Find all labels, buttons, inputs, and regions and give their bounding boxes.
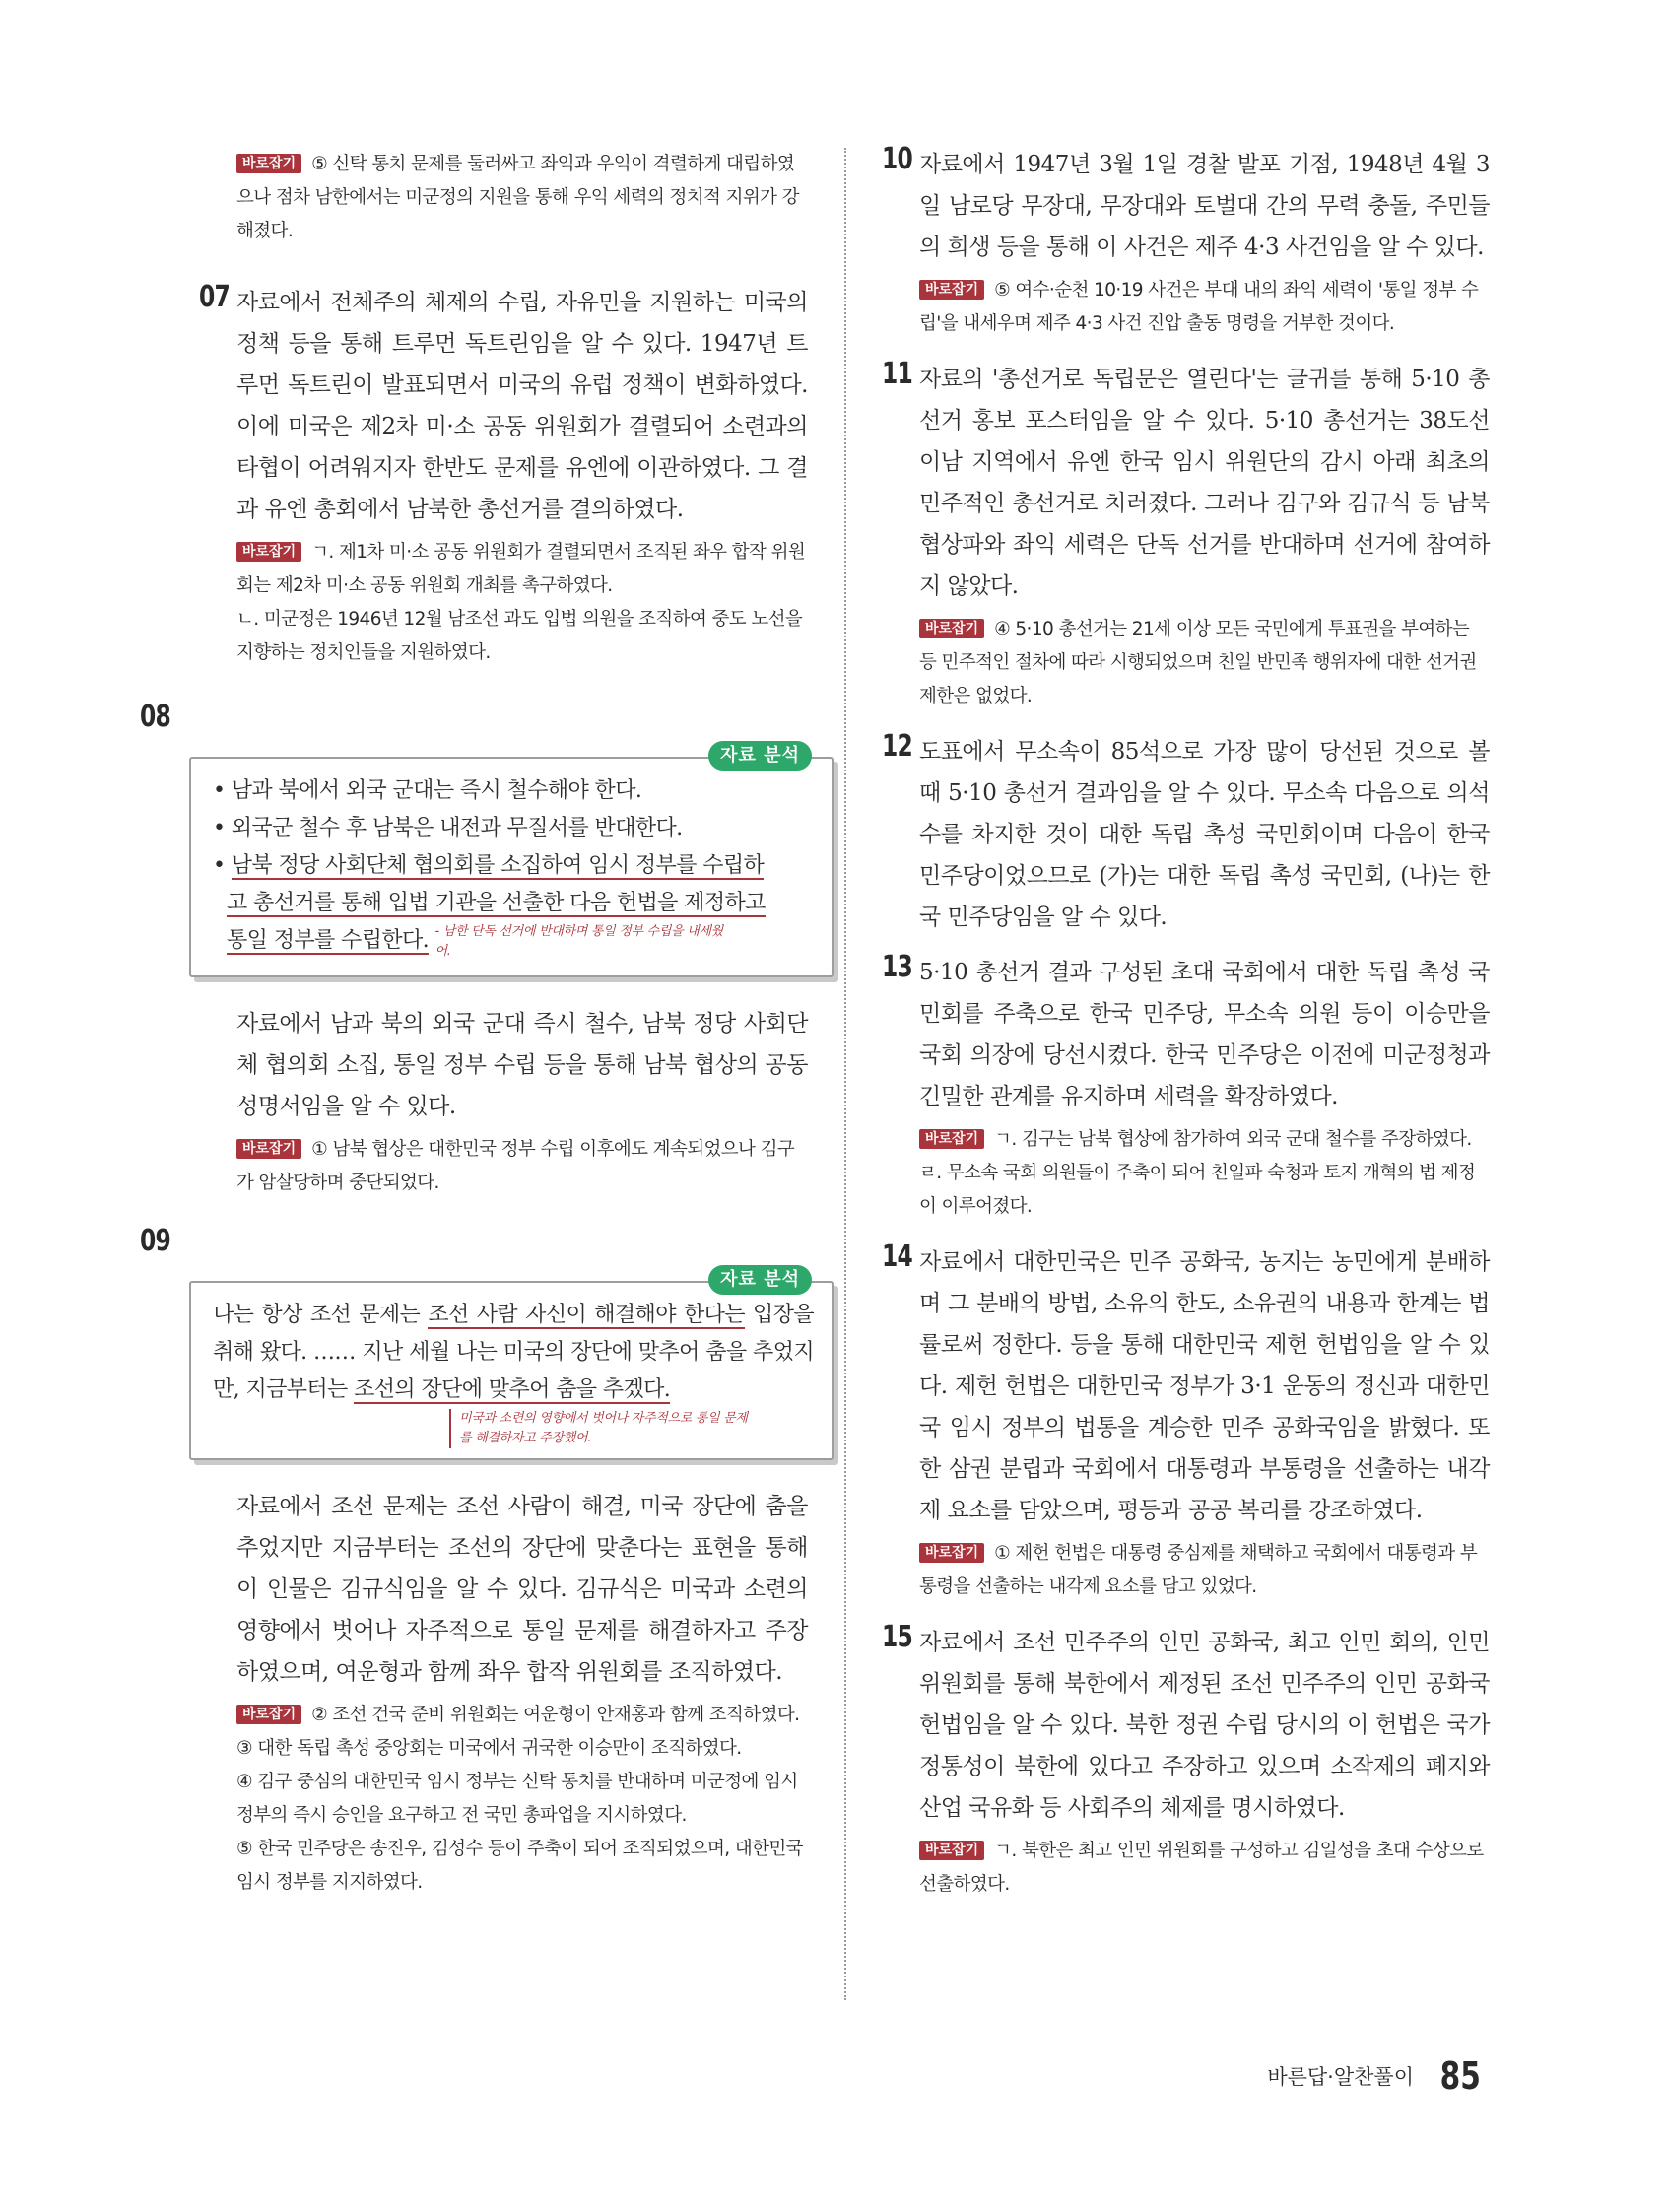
question-11 (882, 359, 1490, 713)
question-10 (882, 144, 1490, 341)
answer-text: ④ 5·10 총선거는 21세 이상 모든 국민에게 투표권을 부여하는 등 민주적인 절차에 따라 시행되었으며 친일 반민족 행위자에 대한 선거권 제한은 없었다. (919, 619, 1477, 706)
source-box (189, 1269, 834, 1460)
explanation-text: 자료에서 1947년 3월 1일 경찰 발포 기점, 1948년 4월 3일 남로당 무장대, 무장대와 토벌대 간의 무력 충돌, 주민들의 희생 등을 통해 이 사건은 제주 4·3 사건임을 알 수 있다. (919, 152, 1490, 260)
question-12 (882, 731, 1490, 938)
explanation-text: 자료에서 전체주의 체제의 수립, 자유민을 지원하는 미국의 정책 등을 통해 트루먼 독트린임을 알 수 있다. 1947년 트루먼 독트린이 발표되면서 미국의 유럽 정책이 변화하였다. 이에 미국은 제2차 미·소 공동 위원회가 결렬되어 소련과의 타협이 어려워지자 한반도 문제를 유엔에 이관하였다. 그 결과 유엔 총회에서 남북한 총선거를 결의하였다. (236, 290, 808, 522)
correction-badge: 바로잡기 (236, 542, 301, 562)
question-number: 08 (140, 700, 171, 734)
page-footer (1267, 2054, 1481, 2098)
explanation-text: 자료에서 남과 북의 외국 군대 즉시 철수, 남북 정당 사회단체 협의회 소집, 통일 정부 수립 등을 통해 남북 협상의 공동 성명서임을 알 수 있다. (236, 1011, 808, 1119)
correction-badge: 바로잡기 (919, 280, 984, 300)
source-box (189, 745, 834, 977)
answer-text: ① 남북 협상은 대한민국 정부 수립 이후에도 계속되었으나 김구가 암살당하며 중단되었다. (236, 1139, 795, 1193)
correction-badge: 바로잡기 (919, 1841, 984, 1860)
answer-text: ① 제헌 헌법은 대통령 중심제를 채택하고 국회에서 대통령과 부통령을 선출하는 내각제 요소를 담고 있었다. (919, 1543, 1478, 1597)
question-number: 11 (882, 357, 913, 391)
source-bullet: • 남과 북에서 외국 군대는 즉시 철수해야 한다. (213, 778, 642, 803)
question-number: 12 (882, 729, 913, 764)
underlined-text: 조선의 장단에 맞추어 춤을 추겠다. (354, 1377, 671, 1402)
answer-text: ⑤ 신탁 통치 문제를 둘러싸고 좌익과 우익이 격렬하게 대립하였으나 점차 남한에서는 미군정의 지원을 통해 우익 세력의 정치적 지위가 강해졌다. (236, 154, 799, 241)
correction-badge: 바로잡기 (236, 1139, 301, 1159)
bullet-mark: • (213, 853, 232, 878)
question-14 (882, 1241, 1490, 1604)
source-analysis-tag: 자료 분석 (708, 741, 812, 771)
underlined-text: 고 총선거를 통해 입법 기관을 선출한 다음 헌법을 제정하고 (227, 891, 766, 915)
question-number: 10 (882, 142, 913, 176)
explanation-text: 자료에서 조선 문제는 조선 사람이 해결, 미국 장단에 춤을 추었지만 지금부터는 조선의 장단에 맞춘다는 표현을 통해 이 인물은 김규식임을 알 수 있다. 김규식은 미국과 소련의 영향에서 벗어나 자주적으로 통일 문제를 해결하자고 주장하였으며, 여운형과 함께 좌우 합작 위원회를 조직하였다. (236, 1494, 808, 1685)
answer-text: ㄴ. 미군정은 1946년 12월 남조선 과도 입법 의원을 조직하여 중도 노선을 지향하는 정치인들을 지원하였다. (236, 609, 803, 663)
answer-block-06 (197, 148, 808, 248)
page-number: 85 (1439, 2054, 1481, 2098)
source-analysis-tag: 자료 분석 (708, 1265, 812, 1295)
question-number: 15 (882, 1620, 913, 1654)
correction-badge: 바로잡기 (236, 154, 301, 173)
question-number: 13 (882, 950, 913, 984)
answer-text: ⑤ 한국 민주당은 송진우, 김성수 등이 주축이 되어 조직되었으며, 대한민국 임시 정부를 지지하였다. (236, 1839, 803, 1893)
correction-badge: 바로잡기 (919, 1543, 984, 1563)
source-bullet: • 외국군 철수 후 남북은 내전과 무질서를 반대한다. (213, 816, 683, 840)
question-number: 09 (140, 1224, 171, 1258)
underlined-text: 통일 정부를 수립한다. (227, 928, 430, 953)
handwritten-note: - 남한 단독 선거에 반대하며 통일 정부 수립을 내세웠어. (434, 924, 723, 959)
answer-text: ④ 김구 중심의 대한민국 임시 정부는 신탁 통치를 반대하며 미군정에 임시 정부의 즉시 승인을 요구하고 전 국민 총파업을 지시하였다. (236, 1772, 798, 1826)
answer-text: ㄱ. 북한은 최고 인민 위원회를 구성하고 김일성을 초대 수상으로 선출하였다. (919, 1841, 1484, 1895)
correction-badge: 바로잡기 (919, 619, 984, 638)
handwritten-note: 미국과 소련의 영향에서 벗어나 자주적으로 통일 문제를 해결하자고 주장했어. (449, 1409, 755, 1448)
answer-text: ㄹ. 무소속 국회 의원들이 주축이 되어 친일파 숙청과 토지 개혁의 법 제정이 이루어졌다. (919, 1163, 1476, 1217)
explanation-text: 자료의 '총선거로 독립문은 열린다'는 글귀를 통해 5·10 총선거 홍보 포스터임을 알 수 있다. 5·10 총선거는 38도선 이남 지역에서 유엔 한국 임시 위원단의 감시 아래 최초의 민주적인 총선거로 치러졌다. 그러나 김구와 김규식 등 남북 협상파와 좌익 세력은 단독 선거를 반대하며 선거에 참여하지 않았다. (919, 367, 1490, 599)
answer-text: ㄱ. 김구는 남북 협상에 참가하여 외국 군대 철수를 주장하였다. (994, 1129, 1472, 1150)
left-column (140, 148, 814, 1900)
question-number: 07 (199, 280, 231, 314)
column-divider (844, 148, 846, 2000)
underlined-text: 조선 사람 자신이 해결해야 한다는 (428, 1303, 745, 1327)
right-column (882, 142, 1490, 1902)
question-09 (140, 1224, 814, 1900)
book-section-label: 바른답·알찬풀이 (1267, 2065, 1415, 2089)
question-07 (197, 282, 808, 670)
question-15 (882, 1622, 1490, 1902)
explanation-text: 5·10 총선거 결과 구성된 초대 국회에서 대한 독립 촉성 국민회를 주축으로 한국 민주당, 무소속 의원 등이 이승만을 국회 의장에 당선시켰다. 한국 민주당은 이전에 미군정청과 긴밀한 관계를 유지하며 세력을 확장하였다. (919, 960, 1490, 1109)
correction-badge: 바로잡기 (236, 1705, 301, 1724)
answer-text: ③ 대한 독립 촉성 중앙회는 미국에서 귀국한 이승만이 조직하였다. (236, 1738, 742, 1759)
question-13 (882, 952, 1490, 1224)
answer-text: ② 조선 건국 준비 위원회는 여운형이 안재홍과 함께 조직하였다. (311, 1705, 800, 1725)
answer-text: ㄱ. 제1차 미·소 공동 위원회가 결렬되면서 조직된 좌우 합작 위원회는 제2차 미·소 공동 위원회 개최를 촉구하였다. (236, 542, 806, 596)
underlined-text: 남북 정당 사회단체 협의회를 소집하여 임시 정부를 수립하 (231, 853, 765, 878)
explanation-text: 자료에서 대한민국은 민주 공화국, 농지는 농민에게 분배하며 그 분배의 방법, 소유의 한도, 소유권의 내용과 한계는 법률로써 정한다. 등을 통해 대한민국 제헌 헌법임을 알 수 있다. 제헌 헌법은 대한민국 정부가 3·1 운동의 정신과 대한민국 임시 정부의 법통을 계승한 민주 공화국임을 밝혔다. 또한 삼권 분립과 국회에서 대통령과 부통령을 선출하는 내각제 요소를 담았으며, 평등과 공공 복리를 강조하였다. (919, 1249, 1490, 1523)
correction-badge: 바로잡기 (919, 1129, 984, 1149)
explanation-text: 도표에서 무소속이 85석으로 가장 많이 당선된 것으로 볼 때 5·10 총선거 결과임을 알 수 있다. 무소속 다음으로 의석수를 차지한 것이 대한 독립 촉성 국민회이며 다음이 한국 민주당이었으므로 (가)는 대한 독립 촉성 국민회, (나)는 한국 민주당임을 알 수 있다. (919, 739, 1490, 930)
source-quote: 나는 항상 조선 문제는 조선 사람 자신이 해결해야 한다는 입장을 취해 왔다. …… 지난 세월 나는 미국의 장단에 맞추어 춤을 추었지만, 지금부터는 조선의 장단에 맞추어 춤을 추겠다. (213, 1303, 814, 1402)
question-08 (140, 700, 808, 1200)
answer-text: ⑤ 여수·순천 10·19 사건은 부대 내의 좌익 세력이 '통일 정부 수립'을 내세우며 제주 4·3 사건 진압 출동 명령을 거부한 것이다. (919, 280, 1479, 334)
question-number: 14 (882, 1240, 913, 1274)
explanation-text: 자료에서 조선 민주주의 인민 공화국, 최고 인민 회의, 인민위원회를 통해 북한에서 제정된 조선 민주주의 인민 공화국 헌법임을 알 수 있다. 북한 정권 수립 당시의 이 헌법은 국가 정통성이 북한에 있다고 주장하고 있으며 소작제의 폐지와 산업 국유화 등 사회주의 체제를 명시하였다. (919, 1630, 1490, 1821)
